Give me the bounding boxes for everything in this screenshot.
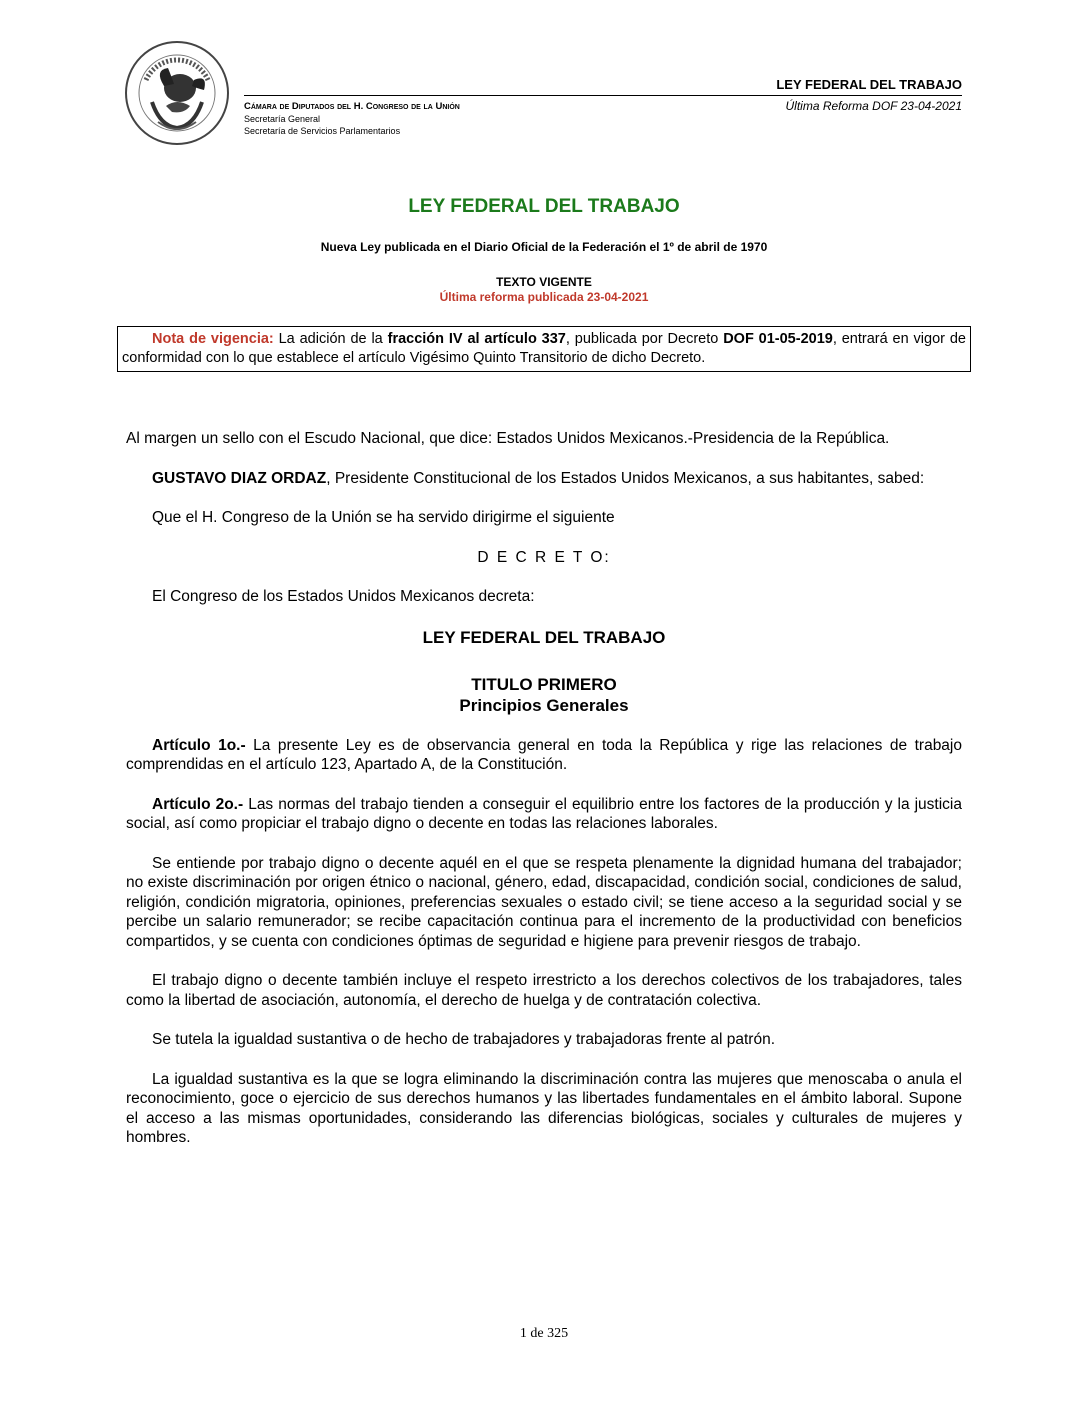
organization-line-3: Secretaría de Servicios Parlamentarios (244, 126, 401, 136)
nota-text-2: , publicada por Decreto (565, 331, 724, 347)
articulo-2-text: Las normas del trabajo tienden a conseguir el equilibrio entre los factores de la producción y la justicia social, así como propiciar el trabajo digno o decente en todas las relaciones laborales. (126, 795, 962, 832)
texto-vigente: TEXTO VIGENTE (496, 275, 592, 289)
articulo-1-text: La presente Ley es de observancia general en toda la República y rige las relaciones de trabajo comprendidas en el artículo 123, Apartado A, de la Constitución. (126, 736, 962, 773)
nota-de-vigencia-box (117, 326, 971, 372)
paragraph-president (126, 469, 962, 489)
paragraph-margin-seal: Al margen un sello con el Escudo Nacional, que dice: Estados Unidos Mexicanos.-Presidencia de la República. (126, 430, 890, 447)
articulo-1-label: Artículo 1o.- (152, 736, 246, 754)
paragraph-trabajo-digno: Se entiende por trabajo digno o decente aquél en el que se respeta plenamente la dignidad humana del trabajador; no existe discriminación por origen étnico o nacional, género, edad, discapacidad, condición social, condiciones de salud, religión, condición migratoria, opiniones, preferencias sexuales o estado civil; se tiene acceso a la seguridad social y se percibe un salario remunerador; se recibe capacitación continua para el incremento de la productividad con beneficios compartidos, y se cuenta con condiciones óptimas de seguridad e higiene para prevenir riesgos de trabajo. (126, 854, 962, 950)
articulo-2-label: Artículo 2o.- (152, 795, 244, 813)
decreto-heading: D E C R E T O: (477, 548, 611, 566)
vigente-block (0, 275, 1088, 305)
page-number: 1 de 325 (519, 1326, 569, 1341)
document-title: LEY FEDERAL DEL TRABAJO (408, 196, 680, 217)
nota-text-3: , entrará en vigor de conformidad con lo que establece el artículo Vigésimo Quinto Transitorio de dicho Decreto. (122, 331, 966, 366)
organization-line-2: Secretaría General (244, 114, 321, 124)
mexican-coat-of-arms-seal-icon (124, 40, 230, 146)
articulo-2 (126, 795, 962, 834)
nota-label: Nota de vigencia: (152, 331, 274, 347)
nota-bold-1: fracción IV al artículo 337 (387, 331, 566, 347)
president-name: GUSTAVO DIAZ ORDAZ (152, 469, 327, 487)
header-reform-date: Última Reforma DOF 23-04-2021 (785, 99, 962, 113)
paragraph-derechos-colectivos: El trabajo digno o decente también incluye el respeto irrestricto a los derechos colectivos de los trabajadores, tales como la libertad de asociación, autonomía, el derecho de huelga y de contratación colectiva. (126, 972, 962, 1009)
principios-generales: Principios Generales (459, 695, 629, 715)
organization-block (244, 101, 460, 137)
law-title: LEY FEDERAL DEL TRABAJO (422, 627, 666, 647)
paragraph-decreta: El Congreso de los Estados Unidos Mexicanos decreta: (152, 588, 535, 605)
organization-name: Cámara de Diputados del H. Congreso de la Unión (244, 101, 460, 112)
articulo-1 (126, 736, 962, 775)
paragraph-congreso: Que el H. Congreso de la Unión se ha servido dirigirme el siguiente (152, 509, 615, 526)
document-body (126, 429, 962, 1168)
paragraph-igualdad-tutela: Se tutela la igualdad sustantiva o de hecho de trabajadores y trabajadoras frente al patrón. (152, 1031, 775, 1048)
president-text: , Presidente Constitucional de los Estados Unidos Mexicanos, a sus habitantes, sabed: (326, 469, 925, 487)
header-rule (244, 95, 962, 96)
nota-bold-2: DOF 01-05-2019 (723, 331, 833, 347)
ultima-reforma: Última reforma publicada 23-04-2021 (439, 290, 649, 304)
publication-line: Nueva Ley publicada en el Diario Oficial de la Federación el 1º de abril de 1970 (320, 240, 768, 254)
header-doc-title: LEY FEDERAL DEL TRABAJO (776, 77, 962, 92)
paragraph-igualdad-sustantiva: La igualdad sustantiva es la que se logra eliminando la discriminación contra las mujeres que menoscaba o anula el reconocimiento, goce o ejercicio de sus derechos humanos y las libertades fundamentales en el ámbito laboral. Supone el acceso a las mismas oportunidades, considerando las diferencias biológicas, sociales y culturales de mujeres y hombres. (126, 1070, 962, 1146)
nota-text-1: La adición de la (273, 331, 388, 347)
titulo-primero: TITULO PRIMERO (471, 674, 617, 694)
